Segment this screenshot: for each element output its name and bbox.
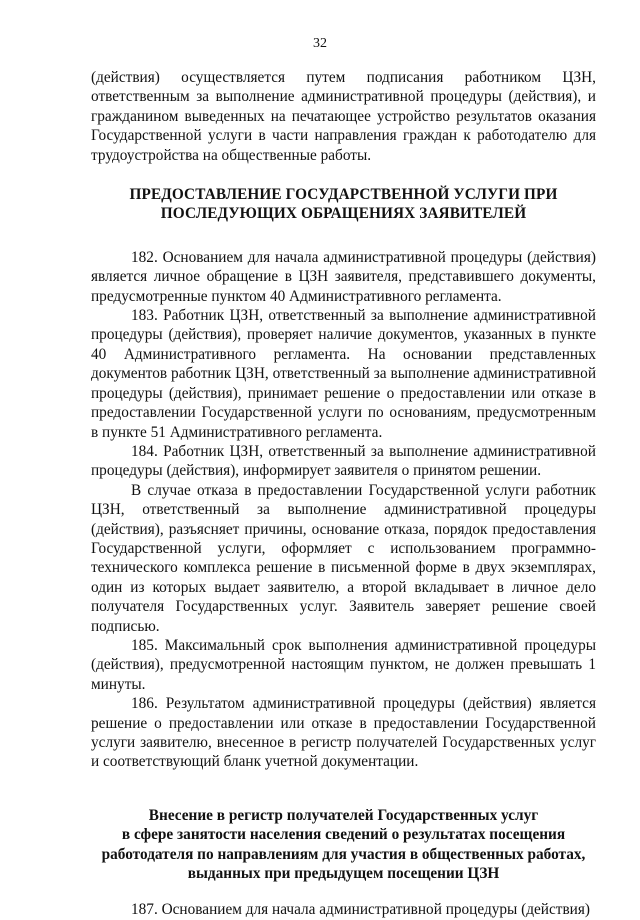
page-number: 32 [313,36,327,51]
paragraph-186: 186. Результатом административной процедуры (действия) является решение о предоставлении или отказе в предоставлении Государственной услуги заявителю, внесенное в регистр получателей Государственных услуг и соответствующий бланк учетной документации. [91,695,596,771]
paragraph-185: 185. Максимальный срок выполнения административной процедуры (действия), предусмотренной настоящим пунктом, не должен превышать 1 минуты. [91,636,596,693]
paragraph-184: 184. Работник ЦЗН, ответственный за выполнение административной процедуры (действия), информирует заявителя о принятом решении. [91,442,596,480]
paragraph-183: 183. Работник ЦЗН, ответственный за выполнение административной процедуры (действия), проверяет наличие документов, указанных в пункте 40 Административного регламента. На основании представленных документов работник ЦЗН, ответственный за выполнение административной процедуры (действия), принимает решение о предоставлении или отказе в предоставлении Государственной услуги по основаниям, предусмотренным в пункте 51 Административного регламента. [91,307,596,441]
section-heading-register-entry [91,806,596,884]
paragraph-187: 187. Основанием для начала административной процедуры (действия) [131,901,591,919]
heading-line: ПОСЛЕДУЮЩИХ ОБРАЩЕНИЯХ ЗАЯВИТЕЛЕЙ [160,205,527,223]
intro-paragraph: (действия) осуществляется путем подписания работником ЦЗН, ответственным за выполнение административной процедуры (действия), и гражданином выведенных на печатающее устройство результатов оказания Государственной услуги в части направления граждан к работодателю для трудоустройства на общественные работы. [91,69,596,164]
heading-line: выданных при предыдущем посещении ЦЗН [187,865,500,883]
heading-line: работодателя по направлениям для участия в общественных работах, [101,845,586,863]
paragraph-182: 182. Основанием для начала административной процедуры (действия) является личное обращение в ЦЗН заявителя, представившего документы, предусмотренные пунктом 40 Административного регламента. [91,248,596,305]
section-heading-subsequent-requests [91,185,596,224]
heading-line: ПРЕДОСТАВЛЕНИЕ ГОСУДАРСТВЕННОЙ УСЛУГИ ПРИ [129,186,558,204]
heading-line: Внесение в регистр получателей Государственных услуг [148,806,539,824]
paragraph-refusal: В случае отказа в предоставлении Государственной услуги работник ЦЗН, ответственный за выполнение административной процедуры (действия), разъясняет причины, основание отказа, порядок предоставления Государственной услуги, оформляет с использованием программно-технического комплекса решение в письменной форме в двух экземплярах, один из которых выдает заявителю, а второй вкладывает в личное дело получателя Государственных услуг. Заявитель заверяет решение своей подписью. [91,481,596,635]
page-content [91,68,596,920]
heading-line: в сфере занятости населения сведений о результатах посещения [121,826,566,844]
